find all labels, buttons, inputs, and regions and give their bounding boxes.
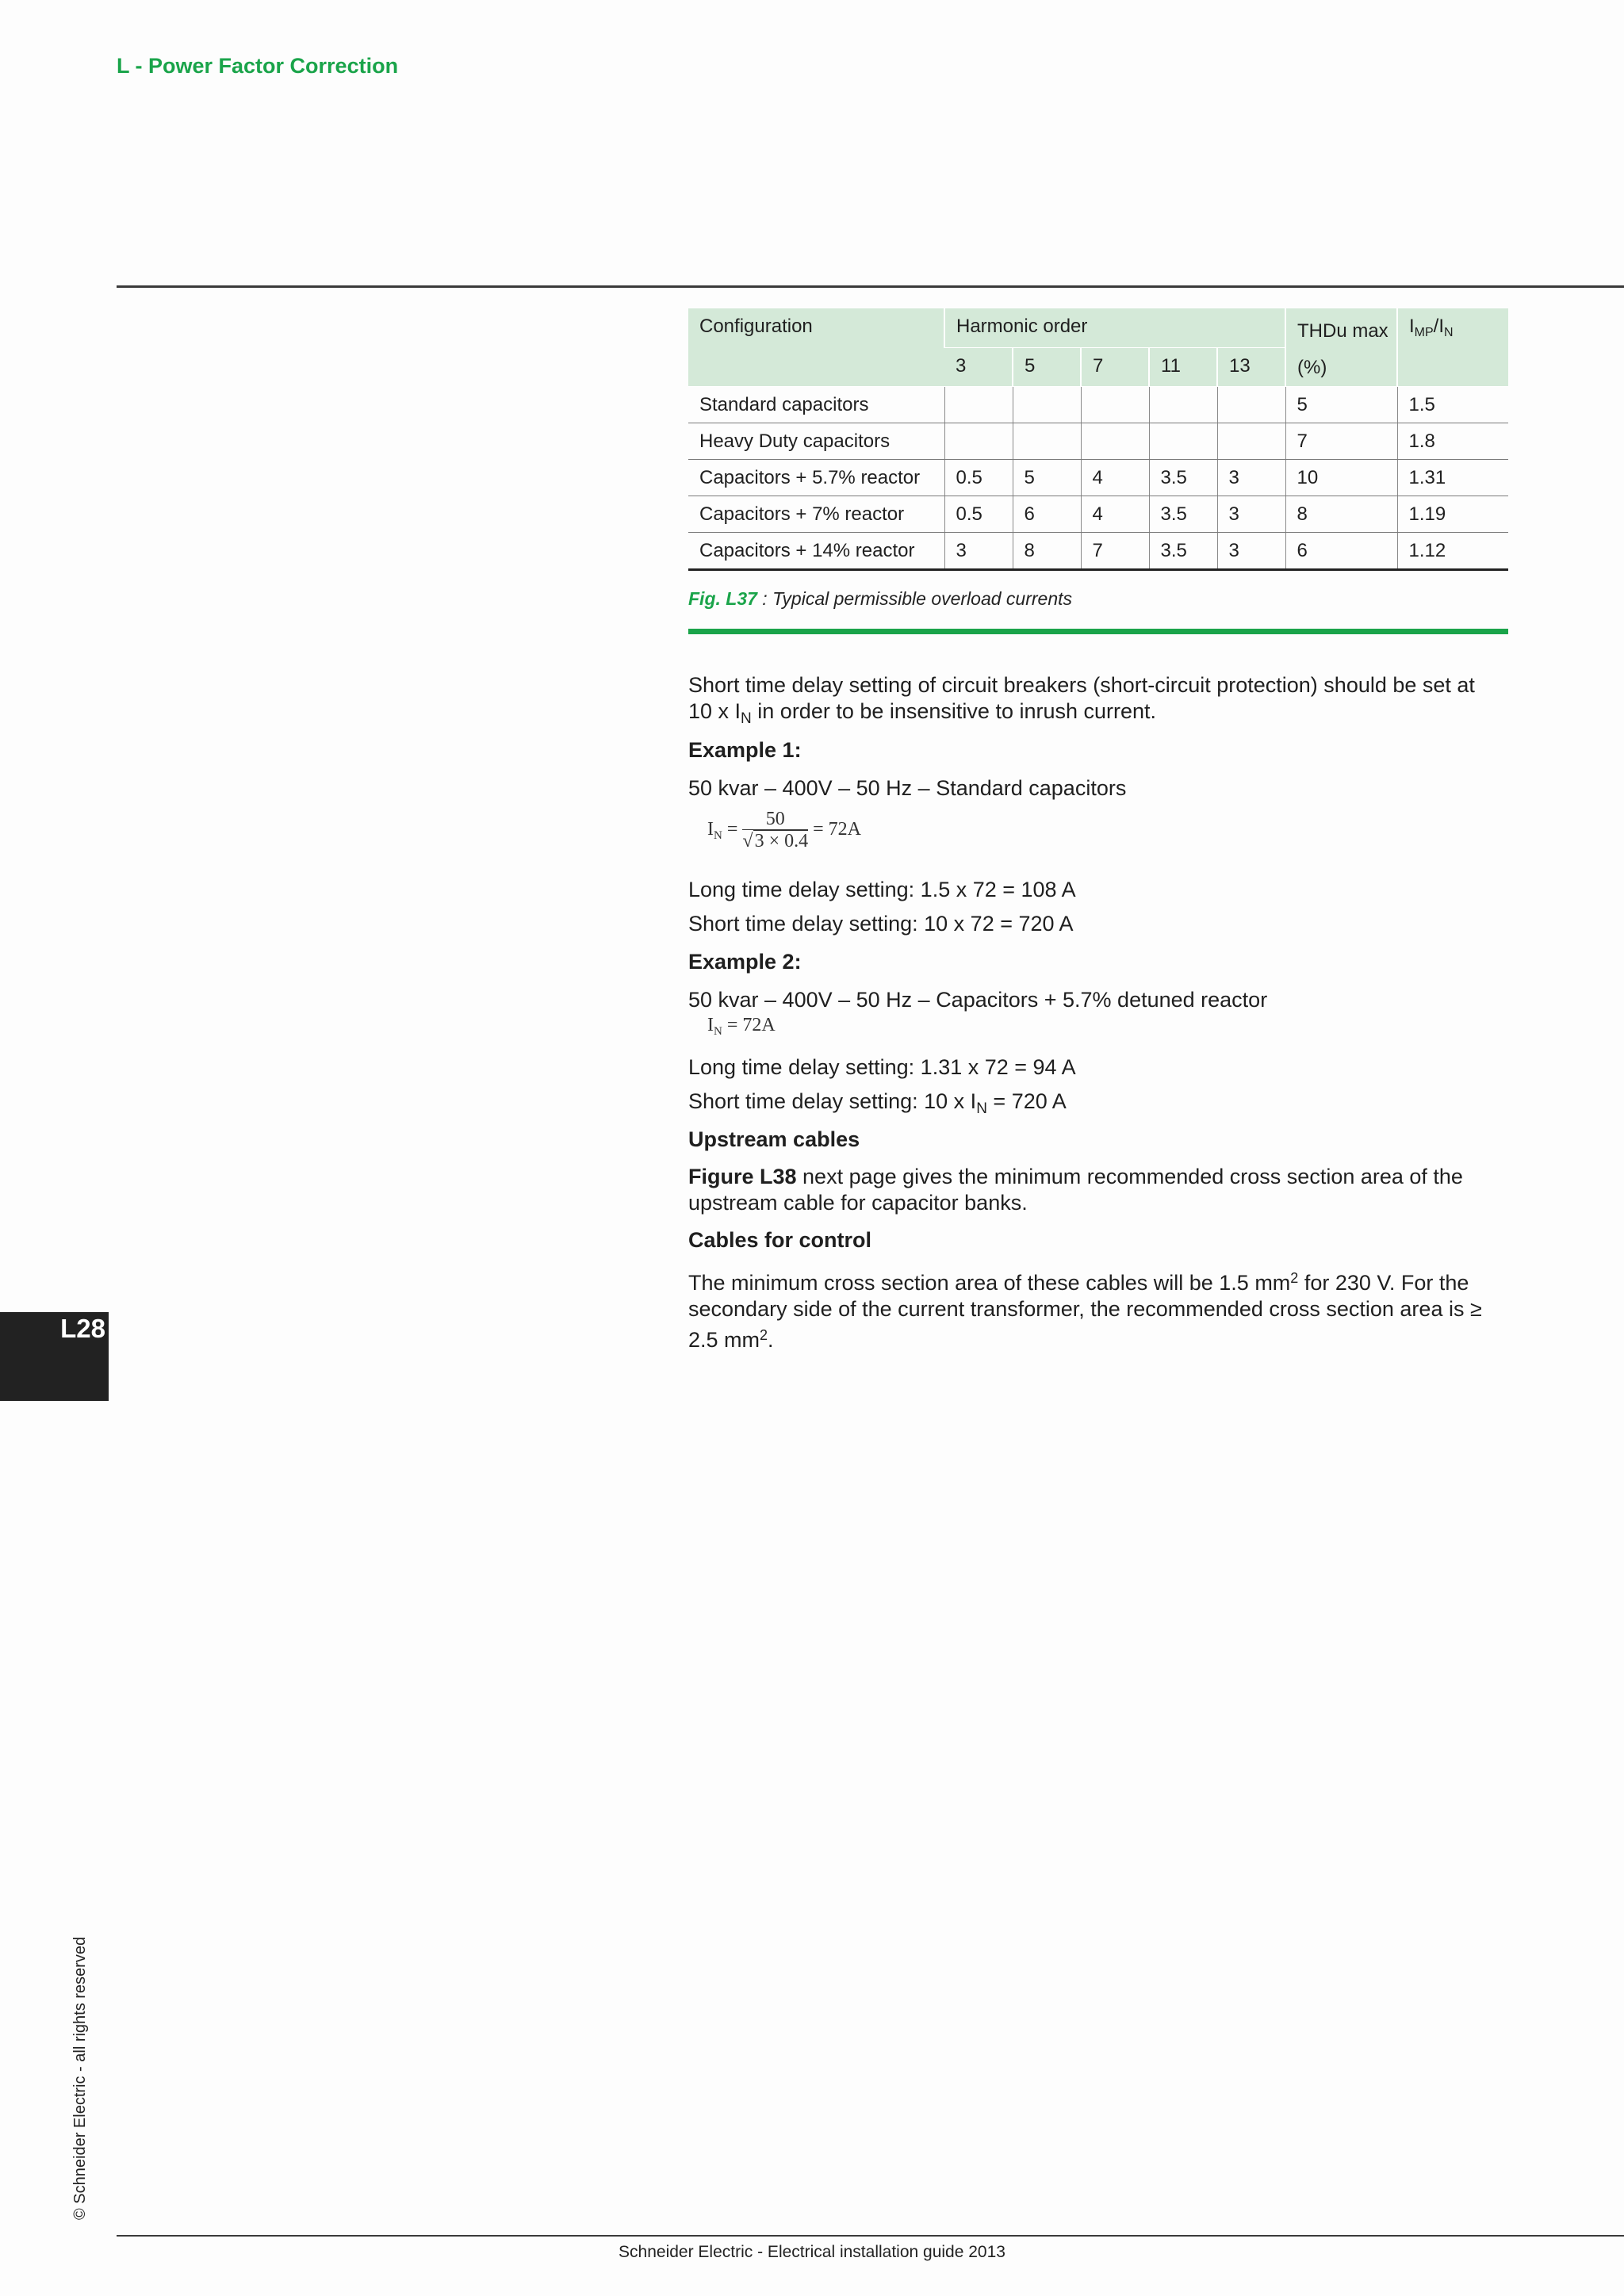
- formula-in-calculation: $I_N$ = $\frac{50}{√3 \times 0.4}$ = 72A: [707, 809, 861, 851]
- figure-reference: Figure L38: [688, 1165, 797, 1188]
- cell-config: Capacitors + 5.7% reactor: [688, 460, 944, 496]
- cell-h13: [1217, 423, 1285, 460]
- footer-text: Schneider Electric - Electrical installation guide 2013: [619, 2243, 1005, 2261]
- table-row: [688, 423, 1508, 460]
- upstream-cables-paragraph: Figure L38 next page gives the minimum recommended cross section area of the upstream cable for capacitor banks.: [688, 1165, 1463, 1215]
- upstream-cables-heading: Upstream cables: [688, 1127, 860, 1151]
- table-header-row: [688, 308, 1508, 348]
- cell-h3: [944, 423, 1013, 460]
- copyright-notice: © Schneider Electric - all rights reserved: [71, 1936, 89, 2220]
- example1-spec: 50 kvar – 400V – 50 Hz – Standard capacitors: [688, 776, 1127, 800]
- cell-h3: [944, 387, 1013, 423]
- header-imp-in: $I_{MP}/I_N$: [1397, 308, 1508, 387]
- cell-h5: 8: [1013, 533, 1081, 570]
- cell-h13: 3: [1217, 533, 1285, 570]
- cell-h11: [1149, 423, 1217, 460]
- example2-heading: Example 2:: [688, 950, 802, 974]
- cell-config: Capacitors + 14% reactor: [688, 533, 944, 570]
- header-order-11: 11: [1149, 348, 1217, 387]
- cell-h7: [1081, 423, 1149, 460]
- cell-h7: 7: [1081, 533, 1149, 570]
- cell-h13: 3: [1217, 460, 1285, 496]
- header-order-7: 7: [1081, 348, 1149, 387]
- cell-h3: 0.5: [944, 460, 1013, 496]
- cell-h11: 3.5: [1149, 533, 1217, 570]
- cell-config: Heavy Duty capacitors: [688, 423, 944, 460]
- cell-ratio: 1.12: [1397, 533, 1508, 570]
- formula-in-value: $I_N = 72A$: [707, 1015, 776, 1038]
- intro-paragraph: Short time delay setting of circuit breakers (short-circuit protection) should be set at 10 x $I_N$ in order to be insensitive to inrush current.: [688, 673, 1475, 727]
- header-order-13: 13: [1217, 348, 1285, 387]
- cell-config: Capacitors + 7% reactor: [688, 496, 944, 533]
- cell-h11: 3.5: [1149, 496, 1217, 533]
- example2-long-delay: Long time delay setting: 1.31 x 72 = 94 A: [688, 1055, 1076, 1079]
- cell-thdu: 8: [1285, 496, 1397, 533]
- example1-heading: Example 1:: [688, 738, 802, 762]
- table-row: [688, 533, 1508, 570]
- cell-h5: [1013, 423, 1081, 460]
- cell-ratio: 1.5: [1397, 387, 1508, 423]
- cell-h5: 5: [1013, 460, 1081, 496]
- example2-spec: 50 kvar – 400V – 50 Hz – Capacitors + 5.7% detuned reactor: [688, 988, 1268, 1012]
- cell-h11: 3.5: [1149, 460, 1217, 496]
- figure-caption: [688, 588, 1072, 610]
- page-number: L28: [60, 1314, 105, 1343]
- cell-h7: 4: [1081, 496, 1149, 533]
- example1-short-delay: Short time delay setting: 10 x 72 = 720 A: [688, 912, 1074, 936]
- header-thdu: THDu max (%): [1285, 308, 1397, 387]
- footer-divider: [117, 2235, 1624, 2237]
- cell-h3: 0.5: [944, 496, 1013, 533]
- control-cables-heading: Cables for control: [688, 1228, 872, 1252]
- table-row: [688, 460, 1508, 496]
- header-divider: [117, 285, 1624, 288]
- cell-h13: 3: [1217, 496, 1285, 533]
- figure-number: Fig. L37: [688, 588, 757, 609]
- chapter-title: L - Power Factor Correction: [117, 54, 399, 78]
- cell-h3: 3: [944, 533, 1013, 570]
- figure-divider: [688, 629, 1508, 634]
- table-row: [688, 496, 1508, 533]
- cell-h5: [1013, 387, 1081, 423]
- table-row: [688, 387, 1508, 423]
- header-order-3: 3: [944, 348, 1013, 387]
- header-harmonic-order: Harmonic order: [944, 308, 1285, 348]
- cell-h7: 4: [1081, 460, 1149, 496]
- overload-current-table: [688, 308, 1508, 571]
- cell-ratio: 1.8: [1397, 423, 1508, 460]
- cell-h11: [1149, 387, 1217, 423]
- cell-h7: [1081, 387, 1149, 423]
- cell-thdu: 7: [1285, 423, 1397, 460]
- cell-thdu: 10: [1285, 460, 1397, 496]
- cell-thdu: 6: [1285, 533, 1397, 570]
- example2-short-delay: Short time delay setting: 10 x $I_N = 720$ A: [688, 1089, 1067, 1117]
- control-cables-paragraph: The minimum cross section area of these cables will be 1.5 $mm^2$ for 230 V. For the secondary side of the current transformer, the recommended cross section area is ≥ 2.5 $mm^2$.: [688, 1270, 1482, 1352]
- header-configuration: Configuration: [688, 308, 944, 387]
- page-number-tab: [0, 1312, 109, 1401]
- cell-ratio: 1.31: [1397, 460, 1508, 496]
- header-order-5: 5: [1013, 348, 1081, 387]
- cell-thdu: 5: [1285, 387, 1397, 423]
- cell-h5: 6: [1013, 496, 1081, 533]
- cell-ratio: 1.19: [1397, 496, 1508, 533]
- cell-config: Standard capacitors: [688, 387, 944, 423]
- example1-long-delay: Long time delay setting: 1.5 x 72 = 108 A: [688, 878, 1076, 901]
- figure-caption-text: : Typical permissible overload currents: [756, 588, 1073, 609]
- cell-h13: [1217, 387, 1285, 423]
